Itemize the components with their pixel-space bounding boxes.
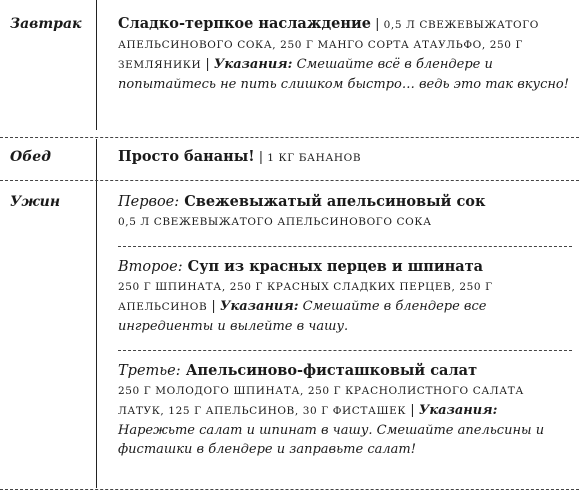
course-title: Свежевыжатый апельсиновый сок (179, 193, 486, 210)
lunch-recipe (118, 147, 572, 168)
course-ingredients: 0,5 Л СВЕЖЕВЫЖАТОГО АПЕЛЬСИНОВОГО СОКА (118, 216, 432, 228)
lunch-body (118, 147, 572, 168)
section-divider (0, 137, 579, 138)
breakfast-ingredients: 0,5 Л СВЕЖЕВЫЖАТОГО АПЕЛЬСИНОВОГО СОКА, 250 Г МАНГО СОРТА АТАУЛЬФО, 250 Г ЗЕМЛЯНИКИ (118, 19, 539, 71)
course-ingredients: 250 Г МОЛОДОГО ШПИНАТА, 250 Г КРАСНОЛИСТНОГО САЛАТА ЛАТУК, 125 Г АПЕЛЬСИНОВ, 30 Г ФИСТАШЕК (118, 385, 524, 417)
separator: | (207, 299, 220, 314)
course-ordinal: Третье: (118, 363, 181, 379)
course-ingredients: 250 Г ШПИНАТА, 250 Г КРАСНЫХ СЛАДКИХ ПЕРЦЕВ, 250 Г АПЕЛЬСИНОВ (118, 281, 493, 313)
course-instructions: Смешайте в блендере все ингредиенты и вылейте в чашу. (118, 299, 487, 334)
breakfast-label: Завтрак (10, 16, 82, 32)
separator: | (201, 57, 214, 72)
course-instructions: Нарежьте салат и шпинат в чашу. Смешайте апельсины и фисташки в блендере и заправьте салат! (118, 423, 545, 457)
separator: | (406, 403, 419, 418)
course-ordinal: Второе: (118, 259, 183, 275)
section-divider (0, 180, 579, 181)
lunch-row (0, 147, 579, 177)
instructions-label: Указания: (219, 299, 299, 314)
column-divider (96, 182, 97, 488)
course-title: Апельсиново-фисташковый салат (180, 362, 478, 379)
breakfast-instructions: Смешайте всё в блендере и попытайтесь не пить слишком быстро… ведь это так вкусно! (118, 57, 569, 92)
course-ordinal: Первое: (118, 194, 180, 210)
course-divider (118, 350, 572, 351)
lunch-title: Просто бананы! (118, 148, 255, 165)
instructions-label: Указания: (418, 403, 498, 418)
separator: | (254, 150, 268, 165)
dinner-course-third (118, 361, 572, 459)
column-divider (96, 139, 97, 185)
breakfast-title: Сладко-терпкое наслаждение (118, 15, 371, 32)
course-divider (118, 246, 572, 247)
dinner-body (118, 192, 572, 473)
dinner-course-second (118, 257, 572, 336)
instructions-label: Указания: (213, 57, 293, 72)
breakfast-recipe (118, 14, 572, 94)
separator: | (370, 17, 384, 32)
dinner-row (0, 192, 579, 492)
lunch-ingredients: 1 КГ БАНАНОВ (267, 152, 362, 164)
section-divider (0, 489, 579, 490)
breakfast-row (0, 14, 579, 130)
column-divider (96, 0, 97, 130)
course-title: Суп из красных перцев и шпината (182, 258, 484, 275)
breakfast-body (118, 14, 572, 94)
lunch-label: Обед (10, 149, 51, 165)
dinner-course-first (118, 192, 572, 232)
dinner-label: Ужин (10, 194, 61, 210)
